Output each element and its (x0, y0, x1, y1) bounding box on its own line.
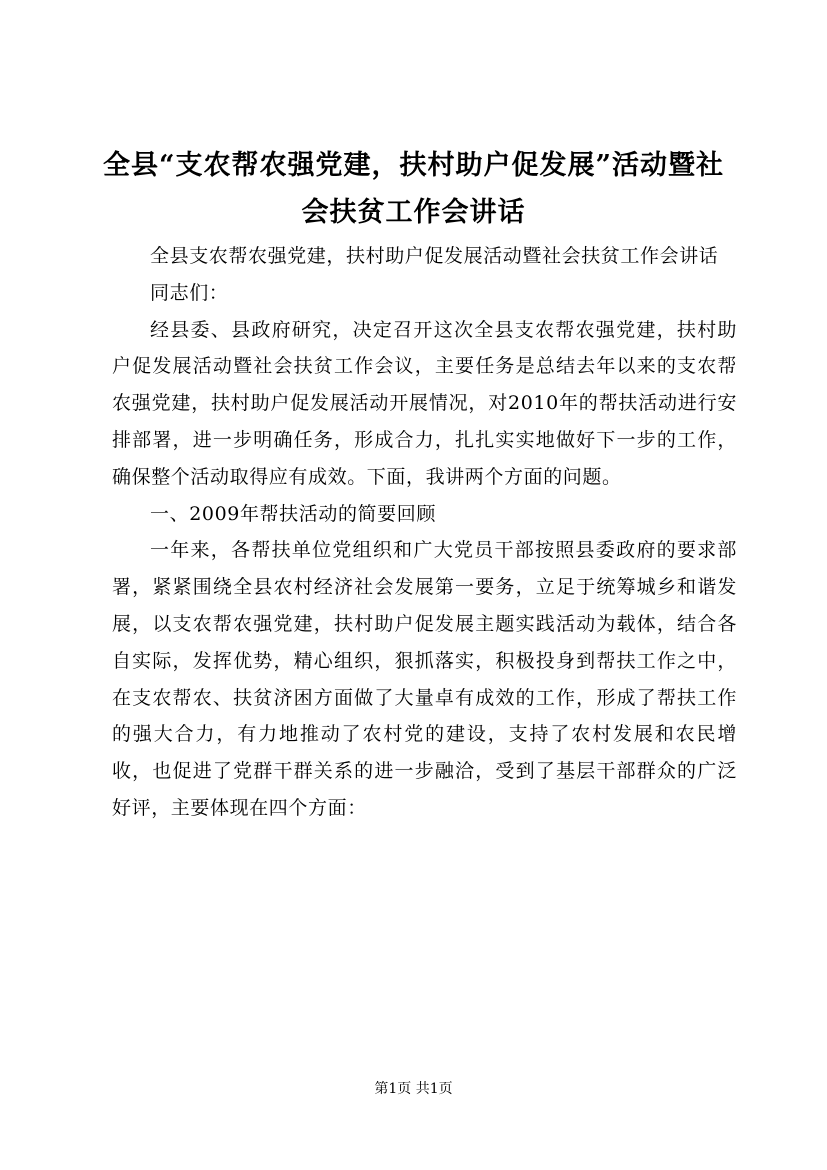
page-footer: 第1页 共1页 (374, 1081, 453, 1097)
section-heading: 一、2009年帮扶活动的简要回顾 (150, 502, 436, 525)
paragraph-intro: 经县委、县政府研究，决定召开这次全县支农帮农强党建，扶村助户促发展活动暨社会扶贫工作会议，主要任务是总结去年以来的支农帮农强党建，扶村助户促发展活动开展情况，对2010年的帮扶活动进行安排部署，进一步明确任务，形成合力，扎扎实实地做好下一步的工作，确保整个活动取得应有成效。下面，我讲两个方面的问题。 (112, 318, 737, 488)
document-title: 全县“支农帮农强党建，扶村助户促发展”活动暨社会扶贫工作会讲话 (102, 150, 725, 228)
document-body (112, 238, 737, 827)
paragraph-salutation: 同志们： (150, 281, 229, 304)
paragraph-subtitle: 全县支农帮农强党建，扶村助户促发展活动暨社会扶贫工作会讲话 (150, 245, 719, 267)
paragraph-review: 一年来，各帮扶单位党组织和广大党员干部按照县委政府的要求部署，紧紧围绕全县农村经济社会发展第一要务，立足于统筹城乡和谐发展，以支农帮农强党建，扶村助户促发展主题实践活动为载体，结合各自实际，发挥优势，精心组织，狠抓落实，积极投身到帮扶工作之中，在支农帮农、扶贫济困方面做了大量卓有成效的工作，形成了帮扶工作的强大合力，有力地推动了农村党的建设，支持了农村发展和农民增收，也促进了党群干群关系的进一步融洽，受到了基层干部群众的广泛好评，主要体现在四个方面： (112, 539, 737, 819)
